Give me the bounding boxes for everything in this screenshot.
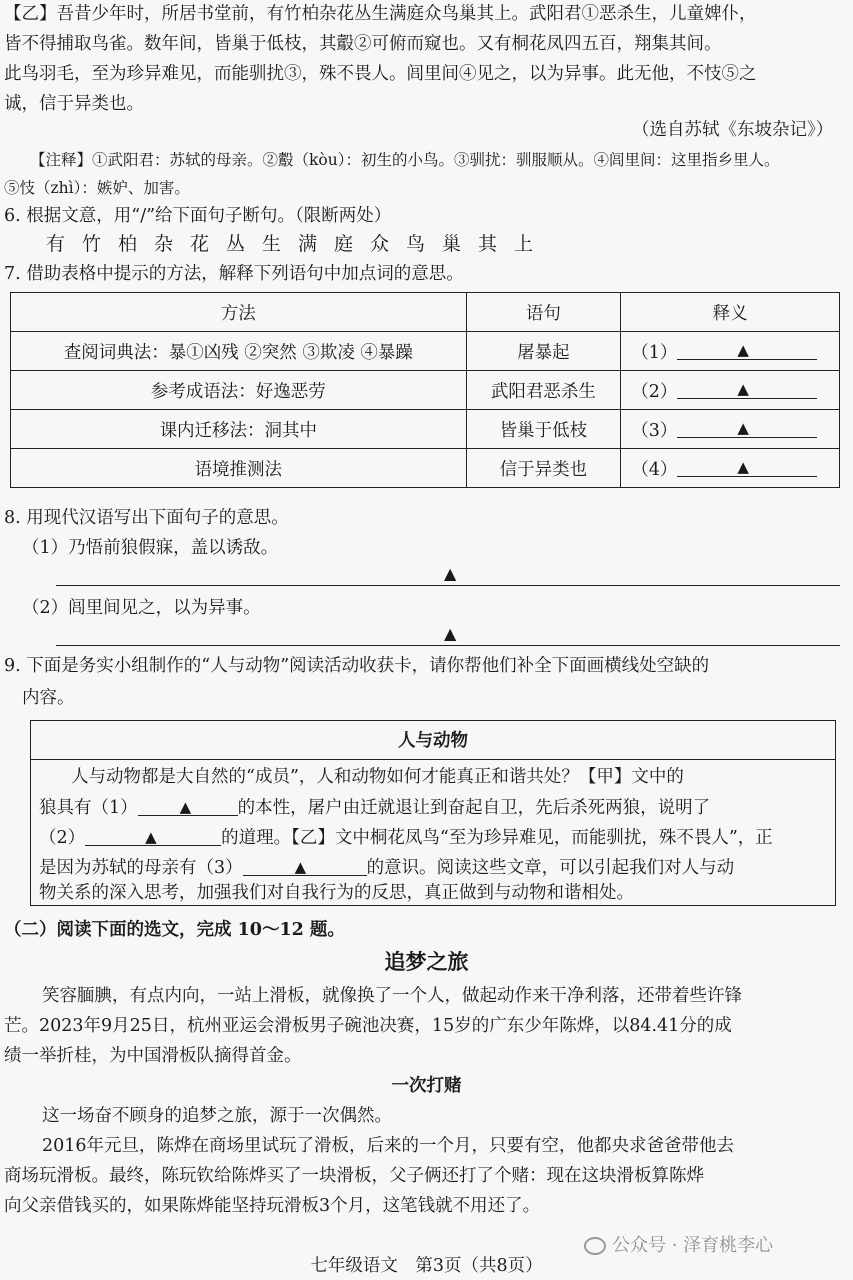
answer-blank[interactable] [677, 458, 817, 477]
method-cell: 课内迁移法：洞其中 [11, 410, 467, 449]
triangle-marker-icon: ▲ [444, 624, 457, 643]
article-p2: 这一场奋不顾身的追梦之旅，源于一次偶然。 [42, 1106, 392, 1126]
answer-number: （3） [631, 420, 678, 441]
card-text: 的意识。阅读这些文章，可以引起我们对人与动 [366, 858, 735, 878]
card-blank-2[interactable] [85, 825, 221, 846]
article-title: 追梦之旅 [384, 949, 469, 974]
notes-line-2: ⑤忮（zhì）：嫉妒、加害。 [4, 179, 190, 197]
card-line-4 [39, 855, 734, 880]
answer-number: （4） [631, 459, 678, 480]
header-meaning: 释义 [621, 293, 840, 332]
card-text: 狼具有（1） [39, 798, 138, 818]
header-sentence: 语句 [466, 293, 621, 332]
table-header-row [11, 293, 840, 332]
passage-source: （选自苏轼《东坡杂记》） [632, 120, 834, 140]
header-method: 方法 [11, 293, 467, 332]
card-title: 人与动物 [31, 721, 835, 760]
article-p3-line-1: 2016年元旦，陈烨在商场里试玩了滑板，后来的一个月，只要有空，他都央求爸爸带他去 [42, 1136, 735, 1156]
answer-number: （2） [631, 381, 678, 402]
article-subtitle: 一次打赌 [391, 1076, 462, 1096]
card-text: （2） [39, 828, 86, 848]
card-line-3 [39, 825, 773, 850]
passage-line-1: 【乙】吾昔少年时，所居书堂前，有竹柏杂花丛生满庭众鸟巢其上。武阳君①恶杀生，儿童婢仆， [4, 4, 757, 24]
table-row [11, 410, 840, 449]
card-text: 的本性，屠户由迁就退让到奋起自卫，先后杀死两狼，说明了 [237, 798, 711, 818]
q8-answer-line-1[interactable] [56, 585, 840, 586]
triangle-marker-icon: ▲ [294, 858, 307, 876]
triangle-marker-icon: ▲ [737, 418, 749, 437]
answer-cell[interactable] [621, 371, 840, 410]
card-line-2 [39, 795, 710, 820]
card-blank-1[interactable] [138, 795, 238, 816]
q8-answer-line-2[interactable] [56, 645, 840, 646]
answer-blank[interactable] [677, 419, 817, 438]
q6-sentence: 有竹柏杂花丛生满庭众鸟巢其上 [46, 233, 551, 255]
notes-line-1: 【注释】①武阳君：苏轼的母亲。②鷇（kòu）：初生的小鸟。③驯扰：驯服顺从。④闾里间：这里指乡里人。 [30, 151, 780, 169]
card-blank-3[interactable] [243, 855, 367, 876]
q8-item-1: （1）乃悟前狼假寐，盖以诱敌。 [22, 538, 279, 558]
article-p1-line-2: 芒。2023年9月25日，杭州亚运会滑板男子碗池决赛，15岁的广东少年陈烨，以84.41分的成 [4, 1016, 732, 1036]
watermark-text: 公众号 · 泽育桃李心 [612, 1235, 774, 1256]
answer-number: （1） [631, 342, 678, 363]
table-row [11, 449, 840, 488]
method-cell: 查阅词典法：暴①凶残 ②突然 ③欺凌 ④暴躁 [11, 332, 467, 371]
triangle-marker-icon: ▲ [737, 457, 749, 476]
card-line-5: 物关系的深入思考，加强我们对自我行为的反思，真正做到与动物和谐相处。 [39, 883, 634, 903]
triangle-marker-icon: ▲ [444, 564, 457, 583]
card-line-1: 人与动物都是大自然的“成员”，人和动物如何才能真正和谐共处？【甲】文中的 [71, 767, 684, 787]
answer-cell[interactable] [621, 410, 840, 449]
table-row [11, 332, 840, 371]
q9-prompt-line-1: 9. 下面是务实小组制作的“人与动物”阅读活动收获卡，请你帮他们补全下面画横线处空缺的 [4, 656, 710, 676]
answer-blank[interactable] [677, 341, 817, 360]
card-text: 的道理。【乙】文中桐花凤鸟“至为珍异难见，而能驯扰，殊不畏人”，正 [221, 828, 773, 848]
q7-table [10, 292, 840, 488]
triangle-marker-icon: ▲ [737, 379, 749, 398]
q7-prompt: 7. 借助表格中提示的方法，解释下列语句中加点词的意思。 [4, 264, 464, 284]
q8-item-2: （2）闾里间见之，以为异事。 [22, 598, 261, 618]
triangle-marker-icon: ▲ [737, 340, 749, 359]
section2-heading: （二）阅读下面的选文，完成 10～12 题。 [4, 920, 345, 940]
article-p3-line-2: 商场玩滑板。最终，陈玩钦给陈烨买了一块滑板，父子俩还打了个赌：现在这块滑板算陈烨 [4, 1166, 704, 1186]
q8-prompt: 8. 用现代汉语写出下面句子的意思。 [4, 508, 289, 528]
sentence-cell: 武阳君恶杀生 [466, 371, 621, 410]
passage-line-4: 诚，信于异类也。 [4, 94, 144, 114]
method-cell: 语境推测法 [11, 449, 467, 488]
sentence-cell: 屠暴起 [466, 332, 621, 371]
passage-line-3: 此鸟羽毛，至为珍异难见，而能驯扰③，殊不畏人。闾里间④见之，以为异事。此无他，不忮⑤之 [4, 64, 757, 84]
page-footer: 七年级语文 第3页（共8页） [310, 1256, 543, 1276]
q6-prompt: 6. 根据文意，用“/”给下面句子断句。（限断两处） [4, 206, 392, 226]
table-row [11, 371, 840, 410]
article-p1-line-3: 绩一举折桂，为中国滑板队摘得首金。 [4, 1046, 302, 1066]
article-p3-line-3: 向父亲借钱买的，如果陈烨能坚持玩滑板3个月，这笔钱就不用还了。 [4, 1196, 541, 1216]
sentence-cell: 信于异类也 [466, 449, 621, 488]
wechat-icon [584, 1237, 606, 1255]
triangle-marker-icon: ▲ [145, 828, 157, 846]
activity-card [30, 720, 836, 906]
article-p1-line-1: 笑容腼腆，有点内向，一站上滑板，就像换了一个人，做起动作来干净利落，还带着些许锋 [42, 986, 742, 1006]
method-cell: 参考成语法：好逸恶劳 [11, 371, 467, 410]
triangle-marker-icon: ▲ [179, 798, 192, 816]
card-text: 是因为苏轼的母亲有（3） [39, 858, 243, 878]
passage-line-2: 皆不得捕取鸟雀。数年间，皆巢于低枝，其鷇②可俯而窥也。又有桐花凤四五百，翔集其间。 [4, 34, 722, 54]
answer-cell[interactable] [621, 332, 840, 371]
answer-blank[interactable] [677, 380, 817, 399]
q9-prompt-line-2: 内容。 [22, 688, 75, 708]
sentence-cell: 皆巢于低枝 [466, 410, 621, 449]
answer-cell[interactable] [621, 449, 840, 488]
